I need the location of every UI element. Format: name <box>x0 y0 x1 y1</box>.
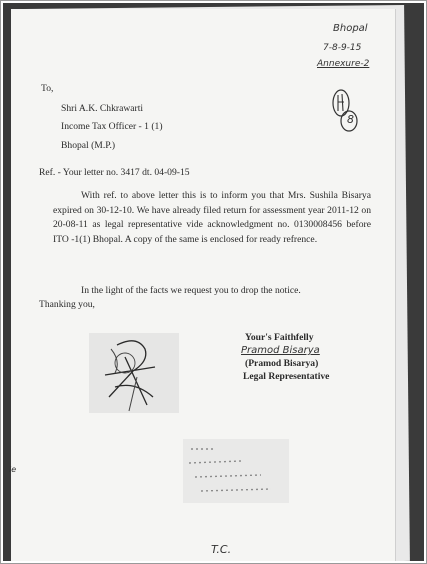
faint-stamp-icon <box>181 437 291 507</box>
reference-line: Ref. - Your letter no. 3417 dt. 04-09-15 <box>39 167 190 178</box>
signature: Pramod Bisarya <box>241 345 320 356</box>
signature-block <box>233 331 329 383</box>
bottom-initials: T.C. <box>211 543 232 556</box>
salutation: To, <box>41 83 54 94</box>
circled-number: 8 <box>347 113 354 126</box>
addressee-designation: Income Tax Officer - 1 (1) <box>61 121 163 132</box>
handwritten-annexure: Annexure-2 <box>317 59 370 69</box>
stamp-scribble-icon <box>85 327 185 422</box>
addressee-place: Bhopal (M.P.) <box>61 140 116 151</box>
addressee-name: Shri A.K. Chkrawarti <box>61 103 144 114</box>
left-margin-mark: le <box>9 465 17 474</box>
closing-line: Thanking you, <box>39 299 95 310</box>
request-line: In the light of the facts we request you to drop the notice. <box>81 285 301 296</box>
handwritten-date: 7-8-9-15 <box>323 43 362 53</box>
signer-name: (Pramod Bisarya) <box>245 358 319 369</box>
signer-title: Legal Representative <box>243 371 330 382</box>
letter-sheet <box>11 9 395 561</box>
handwritten-city: Bhopal <box>333 23 368 34</box>
sign-off: Your's Faithfelly <box>245 332 314 343</box>
body-paragraph: With ref. to above letter this is to inform you that Mrs. Sushila Bisarya expired on 30-12-10. We have already filed return for assessment year 2011-12 on 20-08-11 as legal representative vide acknowledgment no. 0130008456 before ITO -1(1) Bhopal. A copy of the same is enclosed for ready refrence. <box>53 190 371 245</box>
scanned-image <box>3 3 424 561</box>
